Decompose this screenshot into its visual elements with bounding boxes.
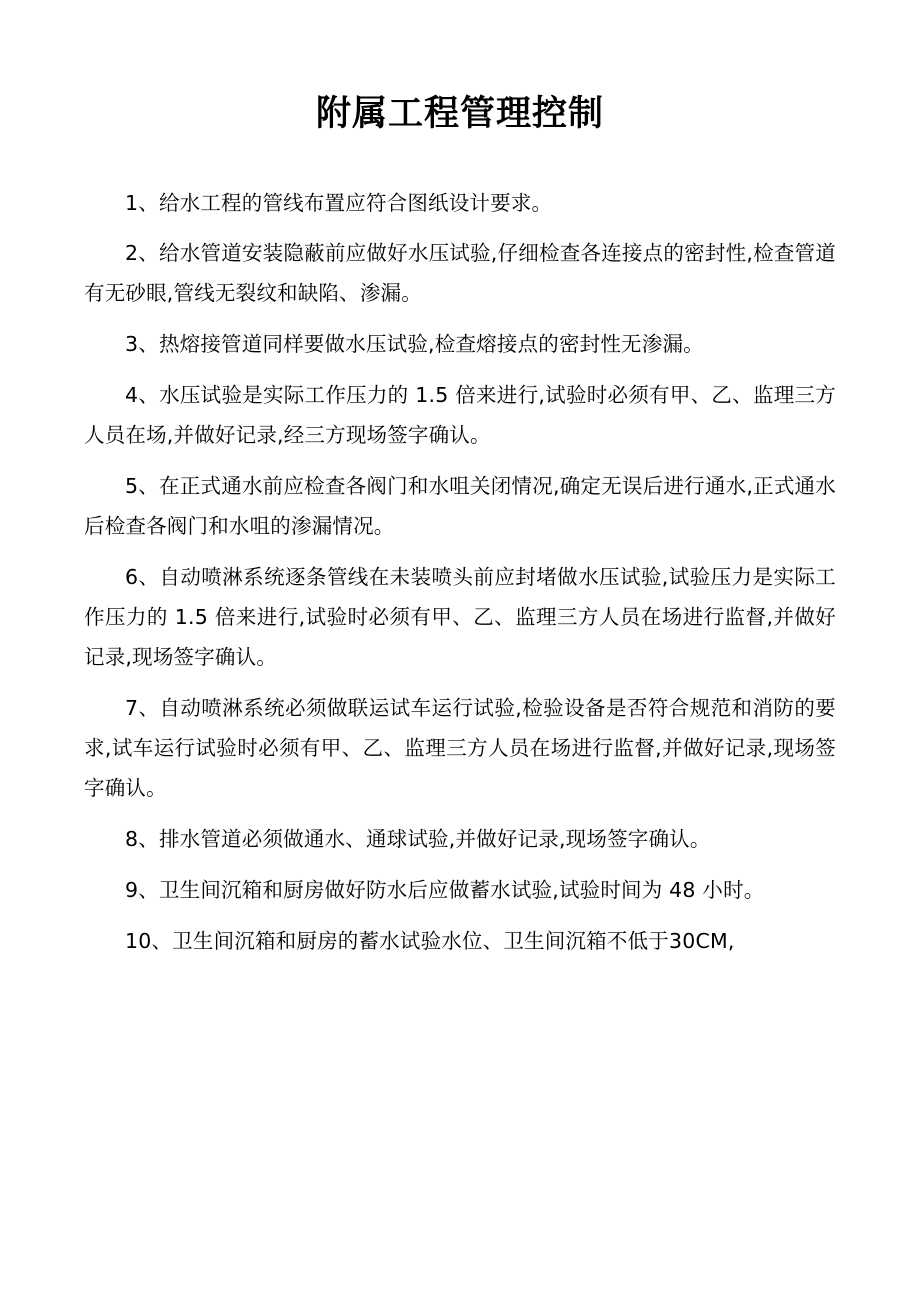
paragraph-1: 1、给水工程的管线布置应符合图纸设计要求。 [125, 190, 553, 215]
paragraph-9: 9、卫生间沉箱和厨房做好防水后应做蓄水试验,试验时间为 48 小时。 [125, 878, 765, 903]
paragraph-2: 2、给水管道安装隐蔽前应做好水压试验,仔细检查各连接点的密封性,检查管道有无砂眼,管线无裂纹和缺陷、渗漏。 [84, 241, 836, 306]
paragraph-8: 8、排水管道必须做通水、通球试验,并做好记录,现场签字确认。 [125, 827, 711, 852]
paragraph-10: 10、卫生间沉箱和厨房的蓄水试验水位、卫生间沉箱不低于30CM, [125, 929, 735, 953]
paragraph-7: 7、自动喷淋系统必须做联运试车运行试验,检验设备是否符合规范和消防的要求,试车运行试验时必须有甲、乙、监理三方人员在场进行监督,并做好记录,现场签字确认。 [84, 696, 836, 801]
paragraph-5: 5、在正式通水前应检查各阀门和水咀关闭情况,确定无误后进行通水,正式通水后检查各阀门和水咀的渗漏情况。 [84, 474, 836, 539]
paragraph-6: 6、自动喷淋系统逐条管线在未装喷头前应封堵做水压试验,试验压力是实际工作压力的 1.5 倍来进行,试验时必须有甲、乙、监理三方人员在场进行监督,并做好记录,现场签字确认。 [84, 565, 836, 670]
paragraph-3: 3、热熔接管道同样要做水压试验,检查熔接点的密封性无渗漏。 [125, 332, 704, 357]
paragraph-4: 4、水压试验是实际工作压力的 1.5 倍来进行,试验时必须有甲、乙、监理三方人员在场,并做好记录,经三方现场签字确认。 [84, 383, 836, 448]
page-title: 附属工程管理控制 [315, 94, 604, 134]
